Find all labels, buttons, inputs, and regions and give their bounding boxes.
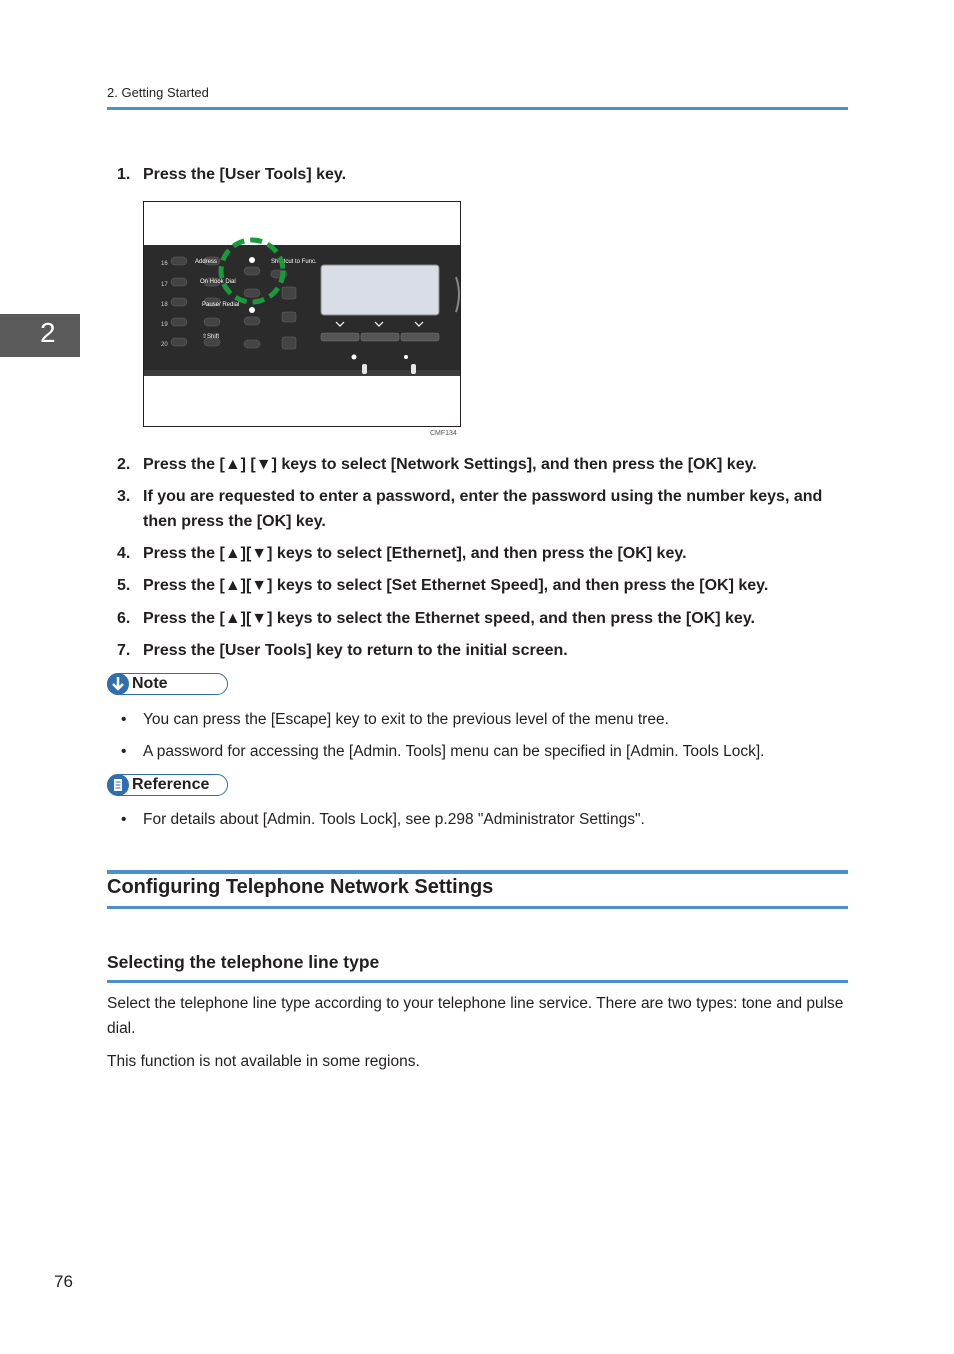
svg-text:18: 18 bbox=[161, 302, 168, 308]
reference-link[interactable]: For details about [Admin. Tools Lock], see p.298 "Administrator Settings". bbox=[143, 811, 645, 828]
pause-label: Pause/ Redial bbox=[202, 302, 240, 308]
control-panel-illustration bbox=[144, 202, 460, 426]
shift-label: ⇧Shift bbox=[202, 334, 220, 340]
subsection-rule bbox=[107, 980, 848, 983]
note-label: Note bbox=[132, 675, 168, 692]
body-paragraph: This function is not available in some regions. bbox=[107, 1053, 420, 1070]
note-text: You can press the [Escape] key to exit to the previous level of the menu tree. bbox=[143, 711, 669, 728]
svg-text:17: 17 bbox=[161, 282, 168, 288]
step-number: 4. bbox=[117, 545, 131, 562]
step-number: 7. bbox=[117, 642, 131, 659]
section-rule-top bbox=[107, 870, 848, 874]
svg-text:16: 16 bbox=[161, 261, 168, 267]
step-text: Press the [▲][▼] keys to select [Ethernet], and then press the [OK] key. bbox=[143, 545, 687, 562]
document-icon bbox=[107, 774, 129, 796]
step-number: 5. bbox=[117, 577, 131, 594]
step-text: Press the [User Tools] key. bbox=[143, 166, 347, 183]
step-number: 2. bbox=[117, 456, 131, 473]
running-header: 2. Getting Started bbox=[107, 85, 209, 100]
body-paragraph: Select the telephone line type according to your telephone line service. There are two types: tone and pulse dial. bbox=[107, 995, 844, 1037]
header-rule bbox=[107, 107, 848, 110]
chapter-tab bbox=[0, 314, 80, 357]
reference-badge bbox=[107, 774, 228, 796]
on-hook-label: On Hook Dial bbox=[200, 279, 236, 285]
page-number: 76 bbox=[54, 1272, 73, 1291]
svg-text:20: 20 bbox=[161, 342, 168, 348]
note-badge bbox=[107, 673, 228, 695]
chapter-number: 2 bbox=[40, 317, 56, 348]
control-panel-figure bbox=[143, 201, 461, 427]
step-text: Press the [▲][▼] keys to select [Set Ethernet Speed], and then press the [OK] key. bbox=[143, 577, 769, 594]
step-text: Press the [▲][▼] keys to select the Ethernet speed, and then press the [OK] key. bbox=[143, 610, 755, 627]
step-text: If you are requested to enter a password, enter the password using the number keys, and then press the [OK] key. bbox=[143, 488, 823, 530]
figure-code: CMF134 bbox=[430, 430, 457, 437]
note-text: A password for accessing the [Admin. Tools] menu can be specified in [Admin. Tools Lock]. bbox=[143, 743, 765, 760]
reference-label: Reference bbox=[132, 776, 210, 793]
address-label: Address bbox=[195, 259, 218, 265]
step-text: Press the [▲] [▼] keys to select [Network Settings], and then press the [OK] key. bbox=[143, 456, 757, 473]
step-text: Press the [User Tools] key to return to the initial screen. bbox=[143, 642, 568, 659]
step-number: 1. bbox=[117, 166, 131, 183]
step-number: 6. bbox=[117, 610, 131, 627]
subsection-title: Selecting the telephone line type bbox=[107, 952, 380, 972]
down-arrow-icon bbox=[107, 673, 129, 695]
section-title: Configuring Telephone Network Settings bbox=[107, 876, 494, 898]
step-number: 3. bbox=[117, 488, 131, 505]
lcd-screen bbox=[321, 265, 439, 315]
svg-text:19: 19 bbox=[161, 322, 168, 328]
shortcut-label: Shortcut to Func. bbox=[271, 259, 317, 265]
section-rule-bottom bbox=[107, 906, 848, 909]
